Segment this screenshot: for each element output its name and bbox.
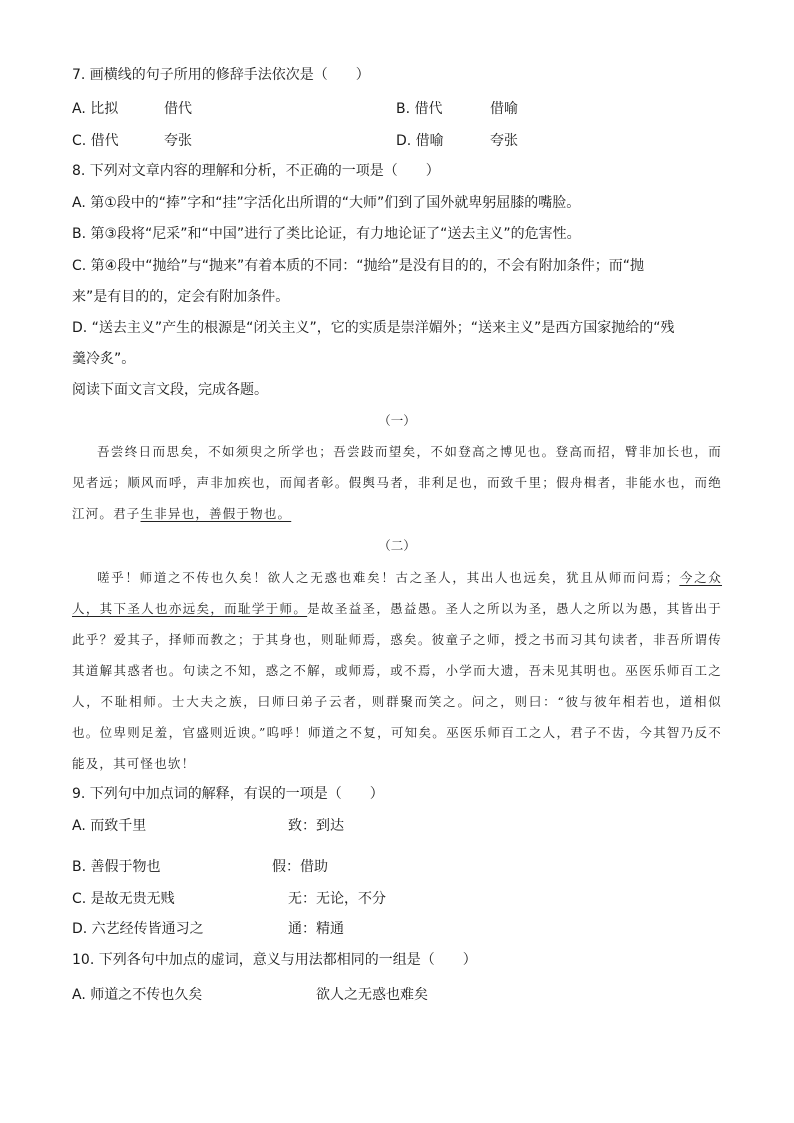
q8-option-d-line2: 羹冷炙”。 xyxy=(72,351,136,367)
q9-stem: 9. 下列句中加点词的解释，有误的一项是（ ） xyxy=(72,786,384,802)
q7-option-c-value: 夸张 xyxy=(164,133,192,149)
q10-option-a-value: 欲人之无惑也难矣 xyxy=(316,987,428,1003)
q7-stem: 7. 画横线的句子所用的修辞手法依次是（ ） xyxy=(72,67,370,83)
q8-option-b: B. 第③段将“尼采”和“中国”进行了类比论证，有力地论证了“送去主义”的危害性。 xyxy=(72,226,581,242)
q9-option-a-label: A. 而致千里 xyxy=(72,818,147,834)
q9-option-b-value: 假：借助 xyxy=(272,859,328,875)
passage2-underlined-sentence: 今之众人，其下圣人也亦远矣，而耻学于师。 xyxy=(72,570,722,616)
q9-option-a-value: 致：到达 xyxy=(288,818,344,834)
q8-stem: 8. 下列对文章内容的理解和分析，不正确的一项是（ ） xyxy=(72,163,440,179)
q8-option-c-line2: 来”是有目的的，定会有附加条件。 xyxy=(72,289,290,305)
q9-option-c-label: C. 是故无贵无贱 xyxy=(72,891,175,907)
q7-option-d-label: D. 借喻 xyxy=(396,133,444,149)
passage2-body xyxy=(72,562,722,779)
q9-option-d-label: D. 六艺经传皆通习之 xyxy=(72,921,204,937)
q7-option-b-value: 借喻 xyxy=(490,101,518,117)
q7-option-d-value: 夸张 xyxy=(490,133,518,149)
passage1-underlined-sentence: 生非异也，善假于物也。 xyxy=(140,506,292,521)
q8-option-a: A. 第①段中的“捧”字和“挂”字活化出所谓的“大师”们到了国外就卑躬屈膝的嘴脸。 xyxy=(72,195,581,211)
q10-stem: 10. 下列各句中加点的虚词，意义与用法都相同的一组是（ ） xyxy=(72,952,477,968)
q7-option-b-label: B. 借代 xyxy=(396,101,443,117)
passage1-title: （一） xyxy=(378,413,416,428)
q7-option-a-value: 借代 xyxy=(164,101,192,117)
q8-option-c-line1: C. 第④段中“抛给”与“抛来”有着本质的不同：“抛给”是没有目的的，不会有附加条件；而“抛 xyxy=(72,258,644,274)
q7-option-c-label: C. 借代 xyxy=(72,133,119,149)
reading-instruction: 阅读下面文言文段，完成各题。 xyxy=(72,382,268,398)
q8-option-d-line1: D. “送去主义”产生的根源是“闭关主义”，它的实质是崇洋媚外；“送来主义”是西方国家抛给的“残 xyxy=(72,320,675,336)
passage1-body xyxy=(72,436,722,529)
q7-option-a-label: A. 比拟 xyxy=(72,101,119,117)
q9-option-d-value: 通：精通 xyxy=(288,921,344,937)
q9-option-c-value: 无：无论，不分 xyxy=(288,891,386,907)
q9-option-b-label: B. 善假于物也 xyxy=(72,859,161,875)
passage2-text-after: 是故圣益圣，愚益愚。圣人之所以为圣，愚人之所以为愚，其皆出于此乎？爱其子，择师而教之；于其身也，则耻师焉，惑矣。彼童子之师，授之书而习其句读者，非吾所谓传其道解其惑者也。句读之不知，惑之不解，或师焉，或不焉，小学而大遗，吾未见其明也。巫医乐师百工之人，不耻相师。士大夫之族，曰师曰弟子云者，则群聚而笑之。问之，则曰：“彼与彼年相若也，道相似也。位卑则足羞，官盛则近谀。”呜呼！师道之不复，可知矣。巫医乐师百工之人，君子不齿，今其智乃反不能及，其可怪也欤！ xyxy=(72,601,722,771)
passage1-text: 吾尝终日而思矣，不如须臾之所学也；吾尝跂而望矣，不如登高之博见也。登高而招，臂非加长也，而见者远；顺风而呼，声非加疾也，而闻者彰。假舆马者，非利足也，而致千里；假舟楫者，非能水也，而绝江河。君子 xyxy=(72,444,722,521)
passage2-text-before: 嗟乎！师道之不传也久矣！欲人之无惑也难矣！古之圣人，其出人也远矣，犹且从师而问焉； xyxy=(97,570,680,585)
passage2-title: （二） xyxy=(378,538,416,553)
q10-option-a-label: A. 师道之不传也久矣 xyxy=(72,987,203,1003)
